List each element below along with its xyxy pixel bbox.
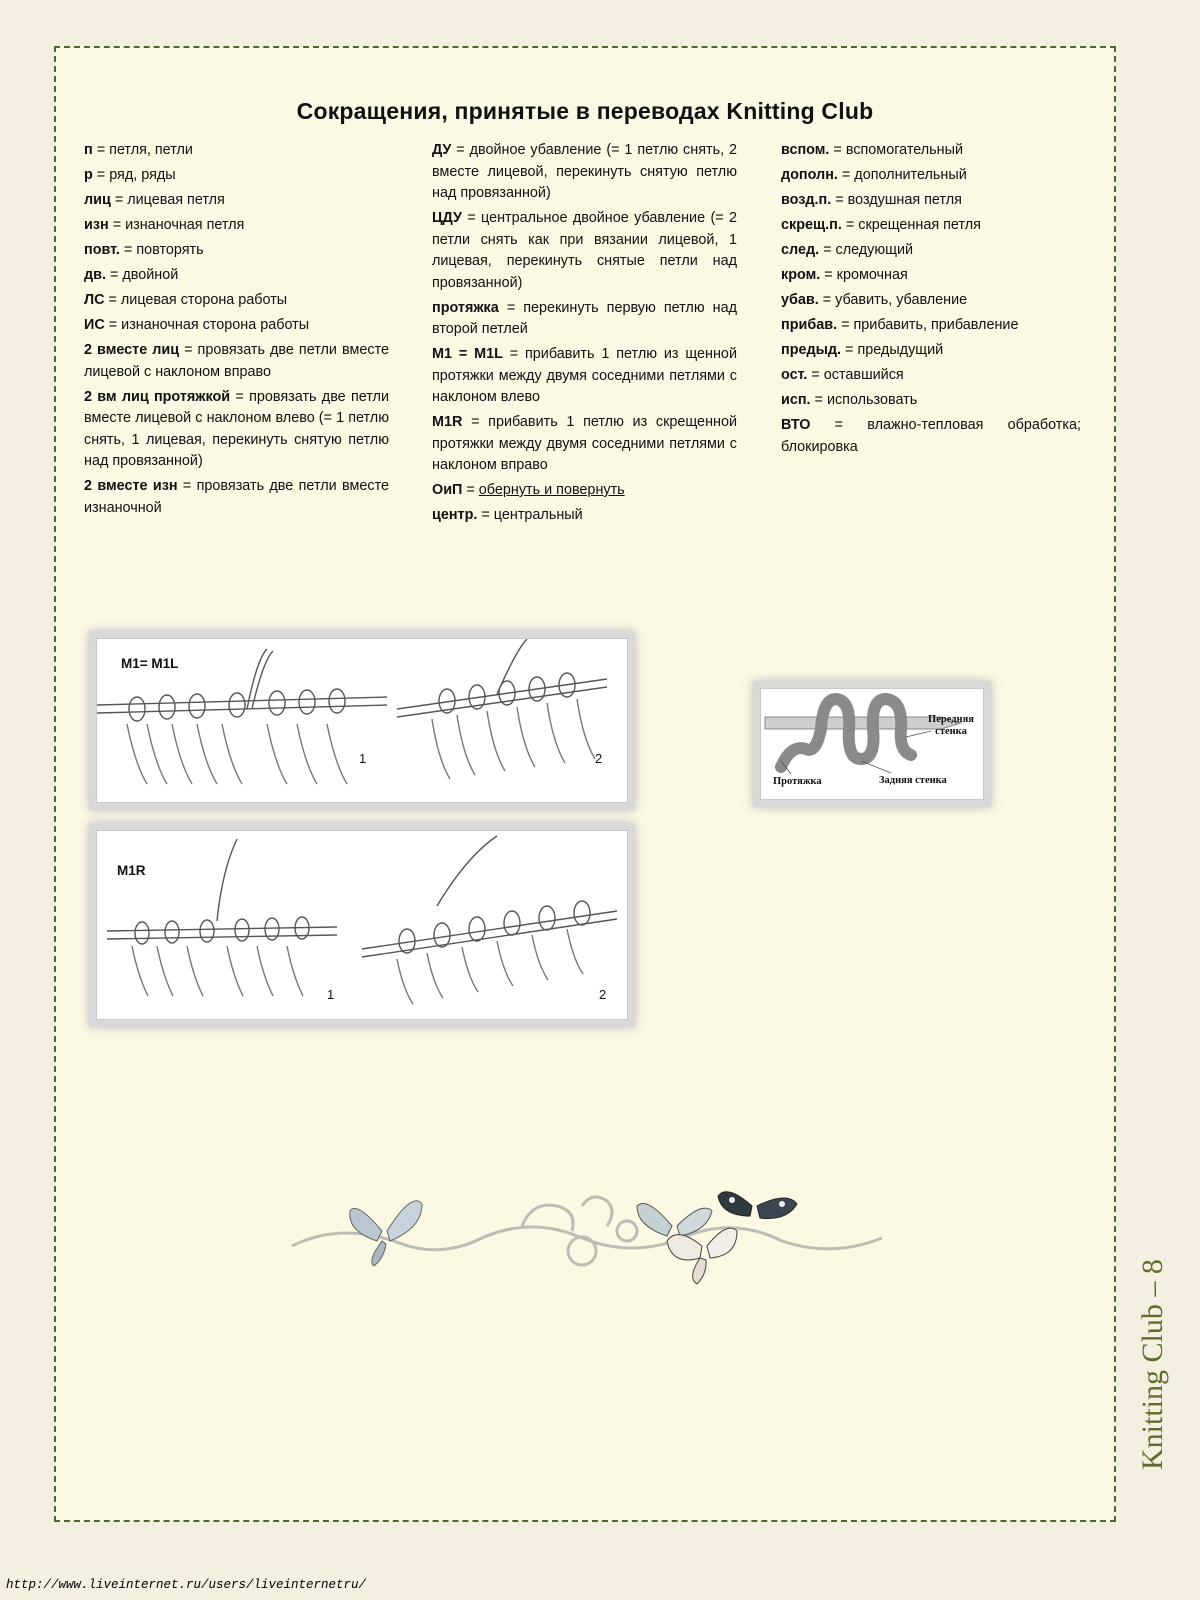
abbreviation-definition: = центральное двойное убавление (= 2 петли снять как при вязании лицевой, 1 лицевая, перекинуть снятые петли над провязанной)	[432, 210, 737, 291]
abbreviation-entry	[781, 365, 1081, 387]
abbreviation-term: повт.	[84, 242, 120, 258]
abbreviation-definition-underlined: обернуть и повернуть	[478, 482, 625, 498]
abbreviation-definition: = прибавить, прибавление	[837, 317, 1019, 333]
abbreviation-entry	[781, 390, 1081, 412]
diagram-front-label: Передняя стенка	[928, 714, 974, 737]
abbreviations-column-1	[84, 140, 389, 523]
abbreviation-term: возд.п.	[781, 192, 832, 208]
abbreviation-definition: = предыдущий	[841, 342, 944, 358]
abbreviation-definition: = дополнительный	[837, 167, 967, 183]
abbreviation-entry	[84, 290, 389, 312]
butterfly-icon	[350, 1201, 422, 1266]
abbreviation-definition: = убавить, убавление	[818, 292, 968, 308]
m1r-illustration	[96, 830, 628, 1020]
abbreviation-definition: = изнаночная петля	[108, 217, 245, 233]
abbreviation-term: ДУ	[432, 142, 452, 158]
abbreviation-entry	[781, 165, 1081, 187]
m1r-step-2: 2	[599, 987, 607, 1002]
m1l-step-2: 2	[595, 751, 603, 766]
abbreviation-term: ОиП	[432, 482, 463, 498]
abbreviation-term: прибав.	[781, 317, 838, 333]
abbreviation-definition: = центральный	[477, 507, 583, 523]
abbreviation-definition: = петля, петли	[92, 142, 193, 158]
abbreviation-entry	[432, 412, 737, 477]
abbreviation-entry	[432, 140, 737, 205]
abbreviations-column-2	[432, 140, 737, 530]
abbreviation-definition: = повторять	[119, 242, 204, 258]
abbreviation-definition: = двойное убавление (= 1 петлю снять, 2 вместе лицевой, перекинуть снятую петлю над провязанной)	[432, 142, 737, 201]
abbreviation-entry	[781, 290, 1081, 312]
abbreviation-entry	[781, 340, 1081, 362]
abbreviation-definition: = провязать две петли вместе лицевой с наклоном влево (= 1 петлю снять, 1 лицевая, перекинуть снятую петлю над провязанной)	[84, 388, 389, 469]
abbreviation-definition: =	[462, 482, 479, 498]
abbreviation-term: ВТО	[781, 417, 811, 433]
abbreviation-entry	[432, 208, 737, 294]
abbreviation-entry	[84, 215, 389, 237]
abbreviation-entry	[84, 240, 389, 262]
abbreviation-entry	[781, 190, 1081, 212]
footer-url[interactable]: http://www.liveinternet.ru/users/liveinternetru/	[6, 1578, 367, 1592]
abbreviation-definition: = ряд, ряды	[92, 167, 176, 183]
abbreviation-entry	[84, 476, 389, 519]
abbreviation-definition: = следующий	[819, 242, 914, 258]
abbreviation-term: протяжка	[432, 299, 499, 316]
abbreviation-term: скрещ.п.	[781, 217, 842, 233]
abbreviation-definition: = вспомогательный	[829, 142, 964, 158]
abbreviation-definition: = перекинуть первую петлю над второй петлей	[432, 299, 737, 337]
abbreviation-term: лиц	[84, 192, 111, 208]
abbreviation-term: вспом.	[781, 142, 830, 158]
abbreviation-entry	[84, 340, 389, 383]
abbreviation-entry	[84, 165, 389, 187]
strand-diagram	[760, 688, 984, 800]
abbreviation-term: M1R	[432, 414, 463, 430]
abbreviation-entry	[781, 265, 1081, 287]
m1l-label: М1= M1L	[121, 656, 179, 671]
abbreviation-entry	[432, 480, 737, 502]
abbreviation-term: изн	[84, 217, 109, 233]
abbreviation-definition: = двойной	[105, 267, 179, 283]
abbreviation-definition: = воздушная петля	[831, 192, 962, 208]
abbreviation-term: р	[84, 167, 93, 183]
abbreviation-entry	[432, 298, 737, 341]
abbreviation-entry	[781, 415, 1081, 458]
abbreviation-term: 2 вм лиц протяжкой	[84, 388, 231, 405]
m1r-drawing	[97, 831, 627, 1019]
abbreviation-term: ЛС	[84, 292, 105, 308]
abbreviation-term: след.	[781, 242, 820, 258]
abbreviation-entry	[84, 265, 389, 287]
butterfly-ornament	[282, 1186, 892, 1296]
abbreviation-entry	[432, 505, 737, 527]
side-page-label: Knitting Club – 8	[1136, 1259, 1169, 1470]
abbreviation-term: ост.	[781, 367, 808, 383]
abbreviation-definition: = оставшийся	[807, 367, 904, 383]
m1l-step-1: 1	[359, 751, 367, 766]
abbreviation-term: центр.	[432, 507, 478, 523]
abbreviation-term: п	[84, 142, 93, 158]
butterfly-icon	[718, 1192, 797, 1219]
page-title: Сокращения, принятые в переводах Knitting Club	[296, 98, 874, 124]
m1l-drawing	[97, 639, 627, 802]
abbreviation-entry	[781, 215, 1081, 237]
abbreviation-definition: = прибавить 1 петлю из скрещенной протяжки между двумя соседними петлями с наклоном вправо	[432, 414, 737, 473]
abbreviation-term: ИС	[84, 317, 105, 333]
abbreviation-definition: = провязать две петли вместе лицевой с наклоном вправо	[84, 342, 389, 380]
m1r-label: M1R	[117, 863, 146, 878]
abbreviation-definition: = лицевая сторона работы	[104, 292, 288, 308]
abbreviation-entry	[781, 240, 1081, 262]
abbreviation-definition: = прибавить 1 петлю из щенной протяжки между двумя соседними петлями с наклоном влево	[432, 346, 737, 405]
abbreviation-term: исп.	[781, 392, 811, 408]
abbreviation-entry	[84, 190, 389, 212]
abbreviation-term: кром.	[781, 267, 821, 283]
diagram-strand-label: Протяжка	[773, 776, 822, 787]
abbreviation-definition: = скрещенная петля	[841, 217, 981, 233]
abbreviation-definition: = изнаночная сторона работы	[104, 317, 310, 333]
butterfly-icon	[667, 1228, 737, 1284]
abbreviation-entry	[84, 387, 389, 473]
abbreviation-definition: = провязать две петли вместе изнаночной	[84, 478, 389, 516]
abbreviation-term: убав.	[781, 292, 819, 308]
m1l-illustration	[96, 638, 628, 803]
abbreviation-term: М1 = M1L	[432, 346, 503, 362]
abbreviations-column-3	[781, 140, 1081, 462]
abbreviation-term: 2 вместе лиц	[84, 342, 180, 358]
abbreviation-term: 2 вместе изн	[84, 478, 178, 494]
m1r-step-1: 1	[327, 987, 335, 1002]
abbreviation-definition: = лицевая петля	[110, 192, 225, 208]
abbreviation-term: дополн.	[781, 167, 838, 183]
abbreviation-entry	[781, 315, 1081, 337]
abbreviation-entry	[781, 140, 1081, 162]
abbreviation-entry	[432, 344, 737, 409]
abbreviation-entry	[84, 315, 389, 337]
abbreviation-definition: = влажно-тепловая обработка; блокировка	[781, 417, 1081, 455]
abbreviation-term: ЦДУ	[432, 210, 462, 226]
abbreviation-term: предыд.	[781, 342, 842, 358]
abbreviation-term: дв.	[84, 267, 106, 283]
abbreviation-definition: = использовать	[810, 392, 918, 408]
diagram-back-label: Задняя стенка	[879, 775, 947, 786]
abbreviation-entry	[84, 140, 389, 162]
abbreviation-definition: = кромочная	[820, 267, 908, 283]
